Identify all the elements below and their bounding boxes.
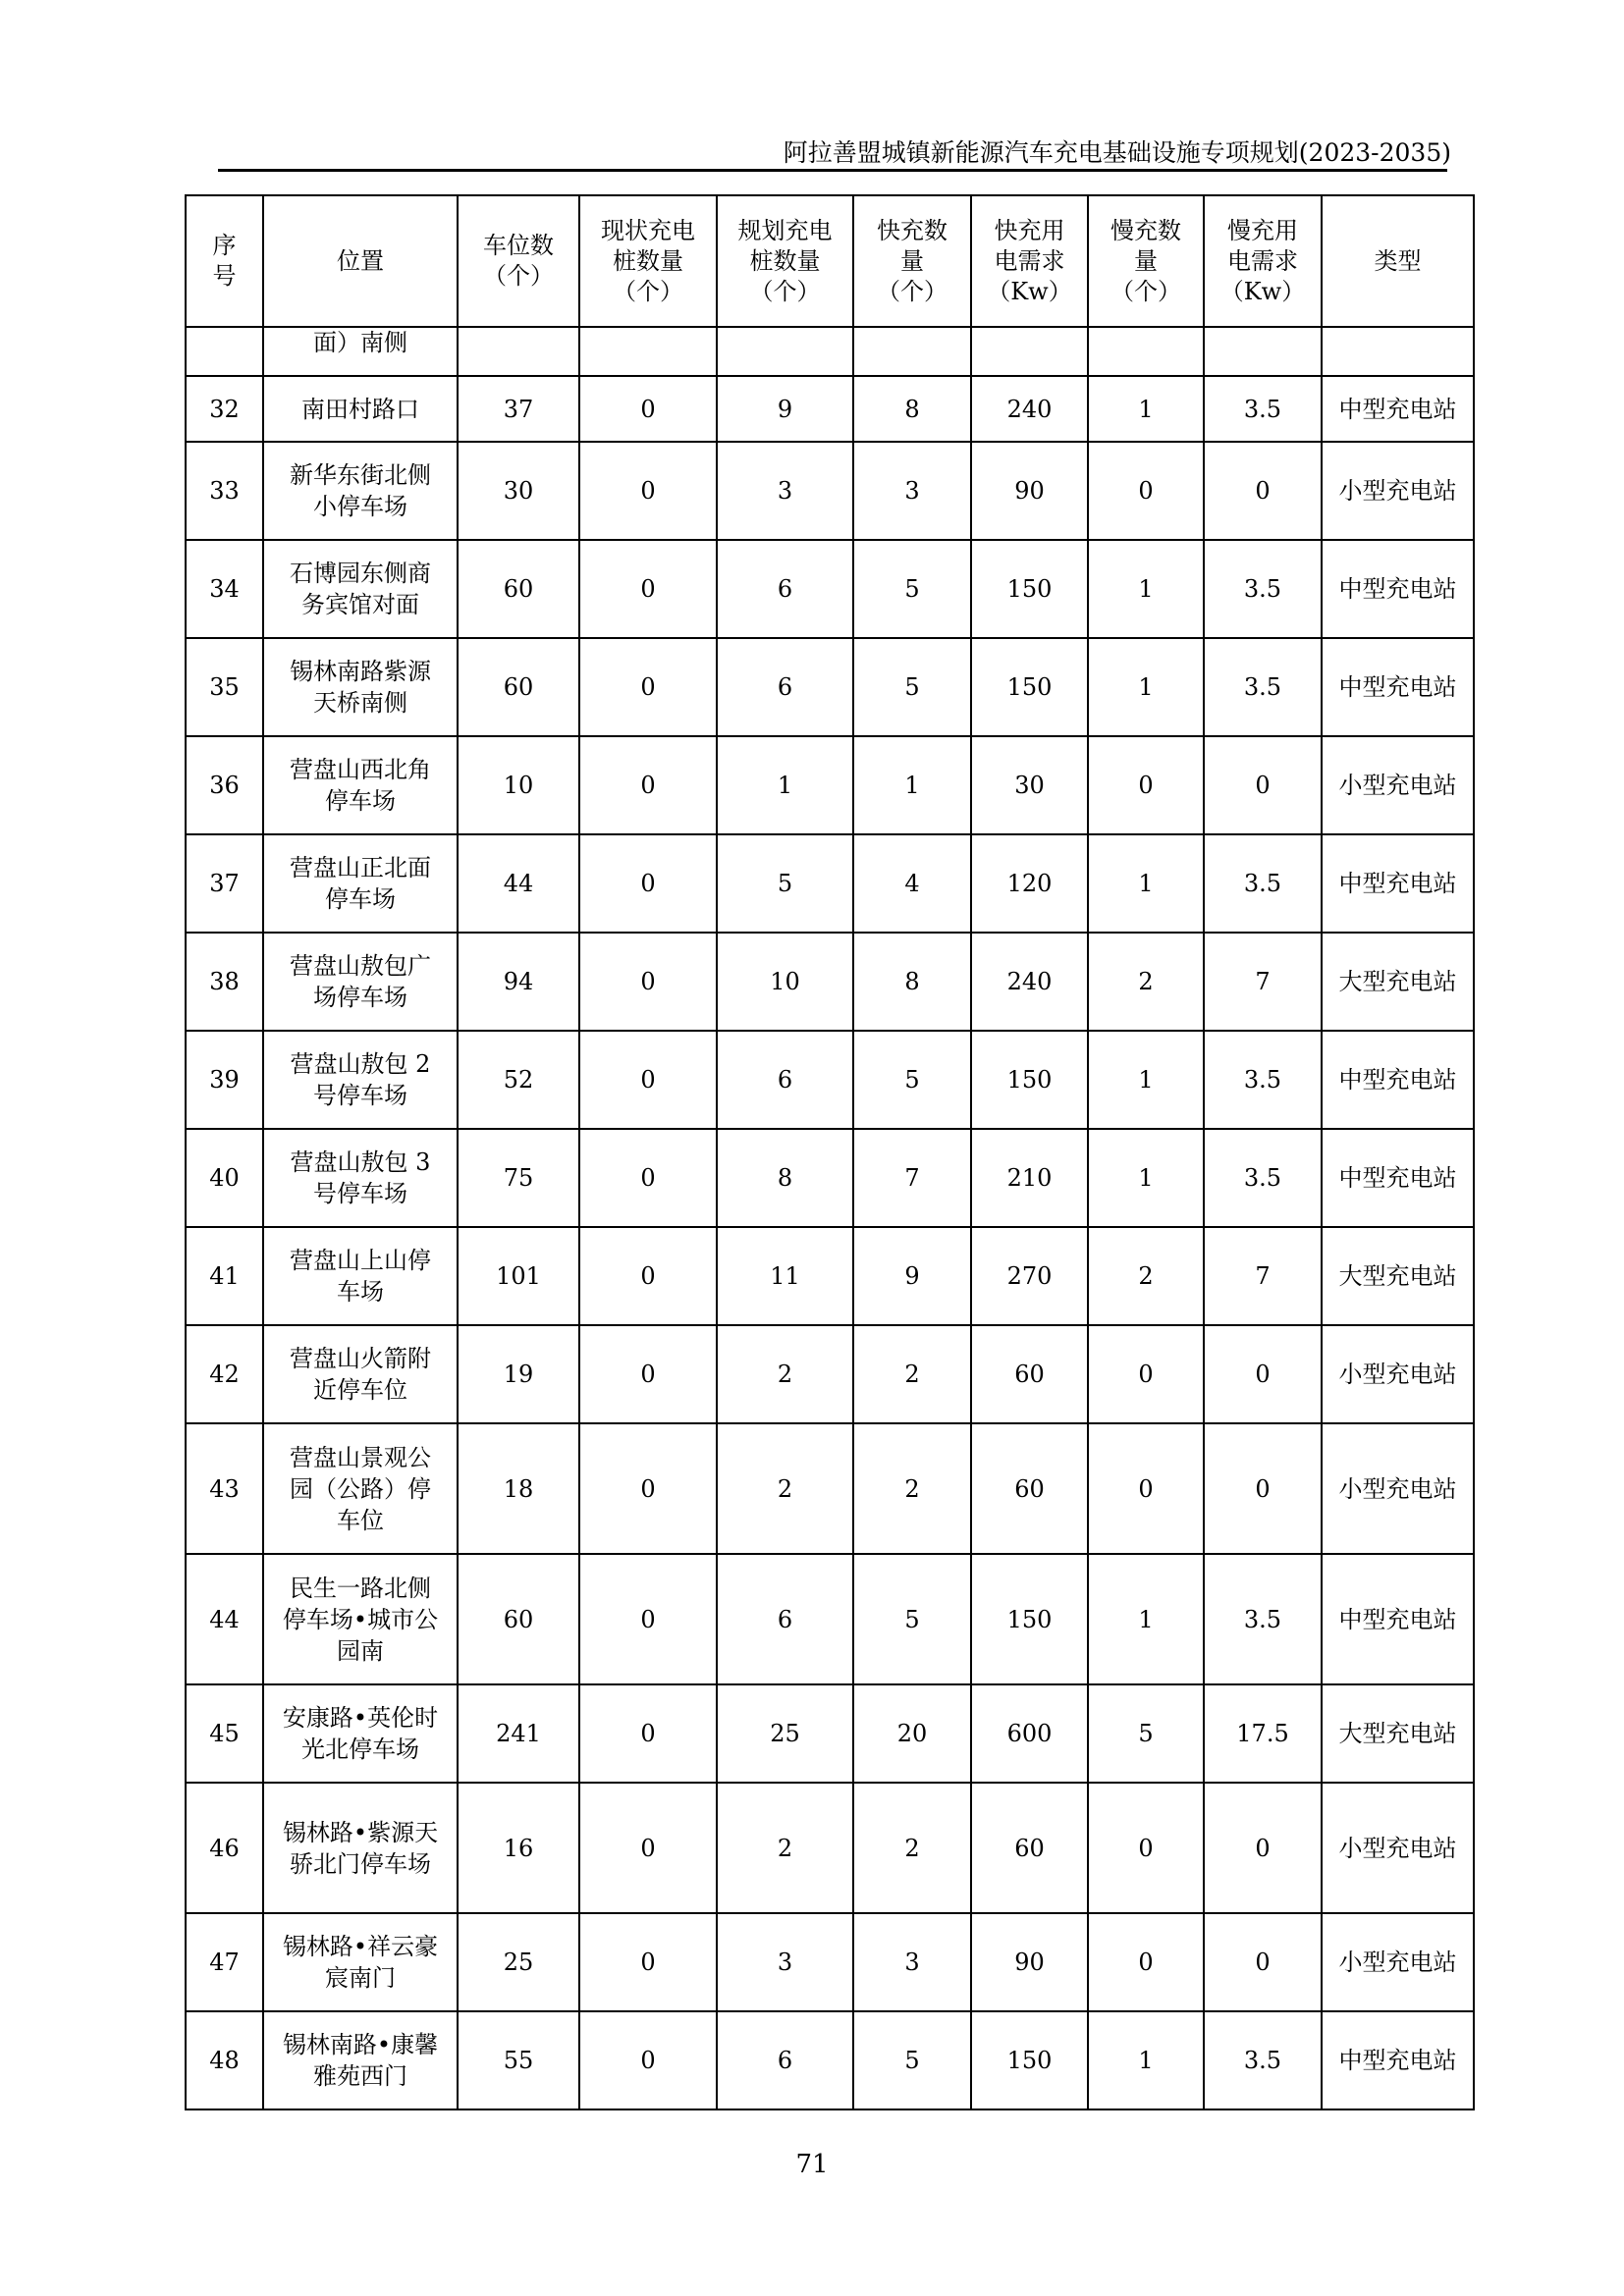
table-cell: 36: [186, 736, 263, 834]
table-cell: 25: [717, 1684, 853, 1783]
table-cell: 0: [1204, 736, 1322, 834]
table-row: [186, 1031, 1474, 1129]
table-row: [186, 736, 1474, 834]
table-cell: 1: [853, 736, 971, 834]
table-cell: 37: [186, 834, 263, 933]
table-cell: 0: [579, 834, 717, 933]
table-cell: 3: [853, 1913, 971, 2011]
table-cell: 3.5: [1204, 638, 1322, 736]
table-cell: 3.5: [1204, 834, 1322, 933]
table-cell: 101: [458, 1227, 579, 1325]
table-cell: 1: [1088, 2011, 1204, 2109]
table-cell: 中型充电站: [1322, 2011, 1474, 2109]
table-cell: [853, 327, 971, 376]
table-cell: 11: [717, 1227, 853, 1325]
column-header: 类型: [1322, 195, 1474, 327]
table-cell: 17.5: [1204, 1684, 1322, 1783]
table-cell: [971, 327, 1088, 376]
table-cell: 大型充电站: [1322, 1227, 1474, 1325]
table-cell: 3.5: [1204, 376, 1322, 442]
table-cell: 中型充电站: [1322, 1554, 1474, 1684]
column-header: 车位数 （个）: [458, 195, 579, 327]
table-cell: 10: [458, 736, 579, 834]
table-cell: [1322, 327, 1474, 376]
table-cell: 3.5: [1204, 1554, 1322, 1684]
table-row: [186, 376, 1474, 442]
table-cell: [263, 933, 458, 1031]
header-rule: [218, 169, 1447, 172]
table-row: [186, 540, 1474, 638]
table-cell: 43: [186, 1423, 263, 1554]
table-cell: 5: [853, 638, 971, 736]
table-cell: 1: [1088, 1554, 1204, 1684]
table-cell: 18: [458, 1423, 579, 1554]
table-cell: 0: [579, 1031, 717, 1129]
table-cell: 37: [458, 376, 579, 442]
table-cell: 0: [579, 736, 717, 834]
table-cell: 42: [186, 1325, 263, 1423]
column-header: 慢充用 电需求 （Kw）: [1204, 195, 1322, 327]
table-cell: 0: [1204, 442, 1322, 540]
table-cell: 3.5: [1204, 1031, 1322, 1129]
table-row: [186, 1554, 1474, 1684]
table-cell: 241: [458, 1684, 579, 1783]
table-cell: 210: [971, 1129, 1088, 1227]
table-cell: 中型充电站: [1322, 1129, 1474, 1227]
table-cell: 6: [717, 638, 853, 736]
table-cell: [186, 327, 263, 376]
table-cell: 30: [458, 442, 579, 540]
table-row: [186, 1783, 1474, 1913]
table-cell: 2: [717, 1325, 853, 1423]
table-row: [186, 1913, 1474, 2011]
table-cell: 150: [971, 2011, 1088, 2109]
table-cell: 中型充电站: [1322, 376, 1474, 442]
table-cell: 小型充电站: [1322, 442, 1474, 540]
table-cell: 150: [971, 638, 1088, 736]
table-cell: 600: [971, 1684, 1088, 1783]
table-cell: 1: [1088, 834, 1204, 933]
location-text: 石博园东侧商务宾馆对面: [290, 560, 431, 618]
table-cell: 90: [971, 442, 1088, 540]
table-cell: [263, 1684, 458, 1783]
table-cell: 0: [1204, 1325, 1322, 1423]
location-text: 南田村路口: [301, 395, 419, 423]
table-cell: 41: [186, 1227, 263, 1325]
table-cell: 150: [971, 1031, 1088, 1129]
table-cell: 2: [853, 1783, 971, 1913]
table-cell: 0: [579, 1423, 717, 1554]
table-cell: 中型充电站: [1322, 1031, 1474, 1129]
table-cell: [263, 2011, 458, 2109]
table-cell: 5: [853, 2011, 971, 2109]
table-cell: 5: [717, 834, 853, 933]
column-header: 慢充数 量 （个）: [1088, 195, 1204, 327]
table-cell: 5: [1088, 1684, 1204, 1783]
table-cell: 2: [717, 1423, 853, 1554]
table-cell: [263, 736, 458, 834]
location-text: 营盘山正北面停车场: [290, 854, 431, 913]
table-cell: [263, 1783, 458, 1913]
table-cell: 44: [186, 1554, 263, 1684]
table-cell: 0: [579, 540, 717, 638]
column-header: 现状充电 桩数量 （个）: [579, 195, 717, 327]
table-cell: 小型充电站: [1322, 736, 1474, 834]
location-text: 锡林南路•康馨雅苑西门: [282, 2031, 439, 2090]
table-cell: [263, 638, 458, 736]
table-cell: 16: [458, 1783, 579, 1913]
table-cell: 33: [186, 442, 263, 540]
table-header-row: [186, 195, 1474, 327]
table-cell: 1: [1088, 638, 1204, 736]
table-cell: 0: [579, 1129, 717, 1227]
table-cell: 小型充电站: [1322, 1913, 1474, 2011]
page-number: 71: [795, 2150, 829, 2179]
location-text: 营盘山敖包广场停车场: [290, 952, 431, 1011]
table-cell: 小型充电站: [1322, 1325, 1474, 1423]
table-cell: 39: [186, 1031, 263, 1129]
table-cell: [263, 1227, 458, 1325]
table-cell: [263, 1031, 458, 1129]
table-cell: 1: [1088, 1129, 1204, 1227]
table-cell: [458, 327, 579, 376]
table-cell: 5: [853, 1554, 971, 1684]
table-row: [186, 1129, 1474, 1227]
table-cell: 0: [579, 638, 717, 736]
table-cell: 1: [717, 736, 853, 834]
table-cell: 46: [186, 1783, 263, 1913]
table-cell: [263, 1554, 458, 1684]
table-cell: [263, 540, 458, 638]
table-row: [186, 834, 1474, 933]
table-cell: 55: [458, 2011, 579, 2109]
table-cell: 32: [186, 376, 263, 442]
table-cell: 0: [1204, 1783, 1322, 1913]
table-cell: 中型充电站: [1322, 540, 1474, 638]
table-cell: 0: [579, 1783, 717, 1913]
location-text: 安康路•英伦时光北停车场: [282, 1704, 439, 1763]
table-cell: 7: [1204, 933, 1322, 1031]
table-cell: 60: [458, 1554, 579, 1684]
table-cell: 6: [717, 1031, 853, 1129]
table-cell: 240: [971, 376, 1088, 442]
location-text: 新华东街北侧小停车场: [290, 461, 431, 520]
table-cell: 5: [853, 540, 971, 638]
table-cell: 面）南侧: [263, 327, 458, 376]
charging-station-table: [185, 194, 1475, 2110]
table-cell: [1088, 327, 1204, 376]
table-cell: 75: [458, 1129, 579, 1227]
table-cell: 0: [579, 1684, 717, 1783]
table-cell: 35: [186, 638, 263, 736]
document-header-title: 阿拉善盟城镇新能源汽车充电基础设施专项规划(2023-2035): [783, 138, 1451, 167]
table-cell: 3: [717, 442, 853, 540]
table-cell: 0: [1088, 1325, 1204, 1423]
table-cell: 52: [458, 1031, 579, 1129]
table-row-continuation: [186, 327, 1474, 376]
location-text: 营盘山景观公园（公路）停车位: [290, 1443, 431, 1534]
table-cell: 40: [186, 1129, 263, 1227]
location-text: 营盘山西北角停车场: [290, 756, 431, 815]
table-cell: [263, 1913, 458, 2011]
location-text: 营盘山火箭附近停车位: [290, 1345, 431, 1404]
column-header: 序 号: [186, 195, 263, 327]
table-cell: 8: [853, 933, 971, 1031]
table-cell: 0: [579, 1227, 717, 1325]
table-cell: 0: [579, 442, 717, 540]
table-cell: 中型充电站: [1322, 834, 1474, 933]
table-cell: 10: [717, 933, 853, 1031]
table-row: [186, 1325, 1474, 1423]
table-cell: 2: [1088, 933, 1204, 1031]
table-row: [186, 1423, 1474, 1554]
table-cell: 25: [458, 1913, 579, 2011]
table-cell: 7: [1204, 1227, 1322, 1325]
table-cell: 小型充电站: [1322, 1783, 1474, 1913]
table-body: [186, 327, 1474, 2109]
table-cell: 中型充电站: [1322, 638, 1474, 736]
table-row: [186, 638, 1474, 736]
table-cell: 45: [186, 1684, 263, 1783]
location-text: 锡林路•祥云豪宸南门: [282, 1933, 439, 1992]
table-cell: 20: [853, 1684, 971, 1783]
table-cell: 0: [1088, 442, 1204, 540]
table-cell: 大型充电站: [1322, 933, 1474, 1031]
table-cell: 2: [853, 1423, 971, 1554]
table-cell: 大型充电站: [1322, 1684, 1474, 1783]
table-cell: 3: [853, 442, 971, 540]
table-cell: 48: [186, 2011, 263, 2109]
table-row: [186, 1684, 1474, 1783]
column-header: 规划充电 桩数量 （个）: [717, 195, 853, 327]
table-cell: 6: [717, 1554, 853, 1684]
table-cell: 3.5: [1204, 540, 1322, 638]
table-cell: 60: [458, 638, 579, 736]
table-cell: 3.5: [1204, 2011, 1322, 2109]
table-row: [186, 442, 1474, 540]
table-cell: 60: [971, 1783, 1088, 1913]
table-cell: 0: [579, 1913, 717, 2011]
table-cell: 小型充电站: [1322, 1423, 1474, 1554]
table-cell: 0: [579, 933, 717, 1031]
column-header: 快充用 电需求 （Kw）: [971, 195, 1088, 327]
table-cell: 94: [458, 933, 579, 1031]
table-cell: 9: [717, 376, 853, 442]
location-text: 营盘山上山停车场: [290, 1247, 431, 1306]
table-cell: 120: [971, 834, 1088, 933]
table-cell: 38: [186, 933, 263, 1031]
table-cell: 0: [579, 376, 717, 442]
table-cell: 240: [971, 933, 1088, 1031]
table-row: [186, 933, 1474, 1031]
table-cell: 0: [579, 1325, 717, 1423]
table-cell: [263, 1423, 458, 1554]
column-header: 快充数 量 （个）: [853, 195, 971, 327]
table-row: [186, 1227, 1474, 1325]
table-cell: [263, 376, 458, 442]
table-cell: [263, 442, 458, 540]
table-cell: 30: [971, 736, 1088, 834]
table-cell: 0: [579, 2011, 717, 2109]
table-cell: [717, 327, 853, 376]
table-cell: 60: [458, 540, 579, 638]
table-cell: 0: [579, 1554, 717, 1684]
table-cell: 34: [186, 540, 263, 638]
table-cell: 2: [717, 1783, 853, 1913]
table-cell: [263, 1325, 458, 1423]
table-cell: 2: [1088, 1227, 1204, 1325]
table-cell: 1: [1088, 540, 1204, 638]
table-cell: 0: [1204, 1423, 1322, 1554]
location-text: 民生一路北侧停车场•城市公园南: [282, 1574, 439, 1665]
table-cell: 150: [971, 540, 1088, 638]
table-cell: 1: [1088, 376, 1204, 442]
table-cell: 47: [186, 1913, 263, 2011]
location-text: 锡林南路紫源天桥南侧: [290, 658, 431, 717]
table-cell: 0: [1204, 1913, 1322, 2011]
location-text: 营盘山敖包 3号停车场: [290, 1148, 431, 1207]
table-cell: 7: [853, 1129, 971, 1227]
table-cell: 2: [853, 1325, 971, 1423]
table-cell: 9: [853, 1227, 971, 1325]
table-cell: [579, 327, 717, 376]
table-cell: [1204, 327, 1322, 376]
table-cell: 6: [717, 2011, 853, 2109]
table-cell: 90: [971, 1913, 1088, 2011]
table-cell: 0: [1088, 1423, 1204, 1554]
table-row: [186, 2011, 1474, 2109]
table-cell: 1: [1088, 1031, 1204, 1129]
table-cell: 8: [853, 376, 971, 442]
table-cell: 6: [717, 540, 853, 638]
table-cell: [263, 834, 458, 933]
table-cell: 0: [1088, 1913, 1204, 2011]
table-cell: 4: [853, 834, 971, 933]
location-text: 营盘山敖包 2号停车场: [290, 1050, 431, 1109]
table-cell: 44: [458, 834, 579, 933]
table-cell: 0: [1088, 1783, 1204, 1913]
table-cell: 150: [971, 1554, 1088, 1684]
table-cell: 270: [971, 1227, 1088, 1325]
column-header: 位置: [263, 195, 458, 327]
table-cell: 8: [717, 1129, 853, 1227]
table-cell: 60: [971, 1325, 1088, 1423]
table-cell: 0: [1088, 736, 1204, 834]
location-text: 锡林路•紫源天骄北门停车场: [282, 1818, 439, 1878]
table-cell: 3.5: [1204, 1129, 1322, 1227]
table-cell: 19: [458, 1325, 579, 1423]
table-cell: [263, 1129, 458, 1227]
table-cell: 3: [717, 1913, 853, 2011]
table-cell: 60: [971, 1423, 1088, 1554]
table-cell: 5: [853, 1031, 971, 1129]
